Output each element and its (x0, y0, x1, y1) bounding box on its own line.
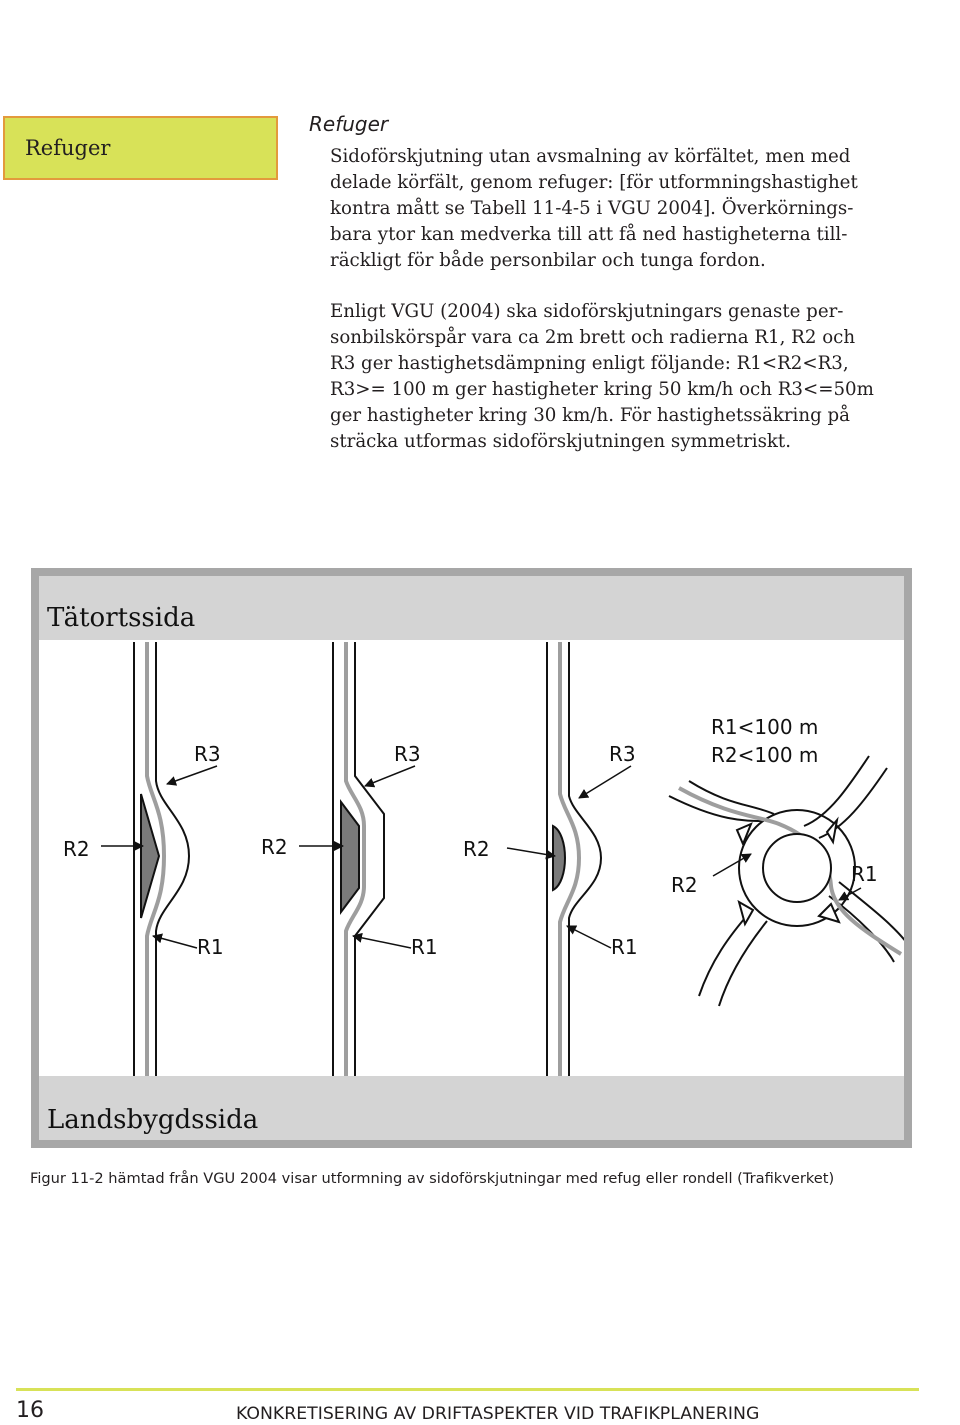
paragraph-2-line: sträcka utformas sidoförskjutningen symmetriskt. (330, 431, 792, 452)
figure-caption: Figur 11-2 hämtad från VGU 2004 visar utformning av sidoförskjutningar med refug eller rondell (Trafikverket) (30, 1170, 835, 1187)
traffic-layout-diagram (39, 576, 904, 1140)
r1-label: R1 (411, 935, 438, 959)
r1-label: R1 (197, 935, 224, 959)
r1-condition: R1<100 m (711, 715, 819, 739)
section-heading: Refuger (309, 112, 389, 136)
footer-rule (16, 1388, 919, 1391)
paragraph-1-line: delade körfält, genom refuger: [för utformningshastighet (330, 172, 858, 193)
r3-label: R3 (194, 742, 221, 766)
figure-frame (31, 568, 912, 1148)
running-footer-title: KONKRETISERING AV DRIFTASPEKTER VID TRAFIKPLANERING (236, 1404, 760, 1424)
roundabout-r1-label: R1 (851, 862, 878, 886)
paragraph-2-line: Enligt VGU (2004) ska sidoförskjutningars genaste per- (330, 301, 844, 322)
r1-label: R1 (611, 935, 638, 959)
paragraph-2 (330, 299, 915, 455)
roundabout-r2-label: R2 (671, 873, 698, 897)
paragraph-2-line: ger hastigheter kring 30 km/h. För hastighetssäkring på (330, 405, 850, 426)
r2-label: R2 (463, 837, 490, 861)
paragraph-1-line: Sidoförskjutning utan avsmalning av körfältet, men med (330, 146, 851, 167)
r3-label: R3 (394, 742, 421, 766)
paragraph-2-line: R3 ger hastighetsdämpning enligt följande: R1<R2<R3, (330, 353, 849, 374)
r2-label: R2 (261, 835, 288, 859)
r3-label: R3 (609, 742, 636, 766)
paragraph-1 (330, 144, 915, 274)
paragraph-1-line: bara ytor kan medverka till att få ned hastigheterna till- (330, 224, 848, 245)
side-label (3, 116, 278, 180)
top-band-label: Tätortssida (47, 603, 196, 633)
figure-diagram (39, 576, 904, 1140)
paragraph-1-line: räckligt för både personbilar och tunga fordon. (330, 250, 766, 271)
band-divider (39, 640, 904, 642)
central-island (763, 834, 831, 902)
r2-condition: R2<100 m (711, 743, 819, 767)
bottom-band-label: Landsbygdssida (47, 1105, 259, 1135)
paragraph-2-line: sonbilskörspår vara ca 2m brett och radierna R1, R2 och (330, 327, 856, 348)
page-number: 16 (16, 1398, 44, 1423)
r2-label: R2 (63, 837, 90, 861)
paragraph-2-line: R3>= 100 m ger hastigheter kring 50 km/h och R3<=50m (330, 379, 874, 400)
side-label-text: Refuger (25, 136, 111, 160)
paragraph-1-line: kontra mått se Tabell 11-4-5 i VGU 2004]. Överkörnings- (330, 198, 854, 219)
